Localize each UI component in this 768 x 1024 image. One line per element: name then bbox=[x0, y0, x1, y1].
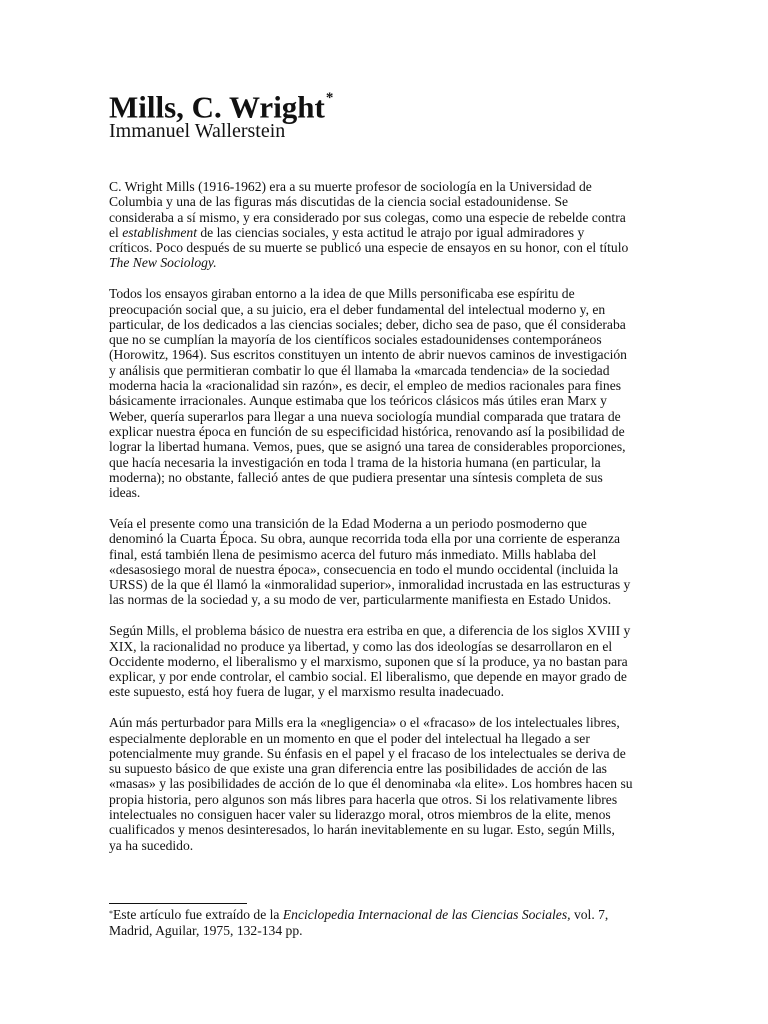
text-segment: especialmente deplorable en un momento en que el poder del intelectual ha llegado a ser bbox=[109, 730, 590, 746]
text-line bbox=[109, 807, 671, 822]
paragraph bbox=[109, 715, 671, 853]
text-segment: intelectuales no consiguen hacer valer su liderazgo moral, otros miembros de la elite, menos bbox=[109, 806, 611, 822]
text-segment: «masas» y las posibilidades de acción de lo que él denominaba «la elite». Los hombres hacen su bbox=[109, 776, 633, 792]
paragraph bbox=[109, 516, 671, 608]
text-line bbox=[109, 516, 671, 531]
text-segment: final, está también llena de pesimismo acerca del futuro más inmediato. Mills hablaba del bbox=[109, 546, 597, 562]
text-segment: moderna hacia la «racionalidad sin razón», es decir, el empleo de medios racionales para fines bbox=[109, 378, 622, 394]
text-segment: el bbox=[109, 224, 123, 240]
italic-text: establishment bbox=[122, 224, 197, 240]
text-segment: denominó la Cuarta Época. Su obra, aunque recorrida toda ella por una corriente de esperanza bbox=[109, 531, 621, 547]
text-line bbox=[109, 302, 671, 317]
text-segment: Madrid, Aguilar, 1975, 132-134 pp. bbox=[109, 923, 303, 938]
text-line bbox=[109, 822, 671, 837]
text-line bbox=[109, 907, 661, 923]
article-title-text: Mills, C. Wright bbox=[109, 89, 325, 125]
text-line bbox=[109, 255, 671, 270]
text-segment: ideas. bbox=[109, 485, 141, 501]
title-footnote-mark: * bbox=[325, 90, 334, 106]
text-line bbox=[109, 531, 671, 546]
text-line bbox=[109, 923, 661, 939]
footnote-separator bbox=[109, 903, 247, 904]
text-line bbox=[109, 409, 671, 424]
text-segment: «desasosiego moral de nuestra época», consecuencia en todo el mundo occidental (incluida la bbox=[109, 561, 619, 577]
text-line bbox=[109, 240, 671, 255]
text-line bbox=[109, 317, 671, 332]
text-segment: Occidente moderno, el liberalismo y el marxismo, suponen que sí la produce, ya no bastan para bbox=[109, 653, 628, 669]
text-line bbox=[109, 393, 671, 408]
italic-text: Enciclopedia Internacional de las Ciencias Sociales, bbox=[282, 907, 571, 922]
text-segment: que no se cumplían la mayoría de los científicos sociales estadounidenses contemporáneos bbox=[109, 332, 602, 348]
article-author: Immanuel Wallerstein bbox=[109, 120, 286, 142]
text-line bbox=[109, 776, 671, 791]
text-line bbox=[109, 639, 671, 654]
text-line bbox=[109, 378, 671, 393]
text-segment: Columbia y una de las figuras más discutidas de la ciencia social estadounidense. Se bbox=[109, 194, 569, 210]
text-segment: ya ha sucedido. bbox=[109, 837, 194, 853]
text-line bbox=[109, 485, 671, 500]
paragraph bbox=[109, 179, 671, 271]
article-body bbox=[109, 179, 671, 868]
text-segment: potencialmente muy grande. Su énfasis en el papel y el fracaso de los intelectuales se deriva de bbox=[109, 745, 626, 761]
text-line bbox=[109, 210, 671, 225]
text-line bbox=[109, 623, 671, 638]
text-line bbox=[109, 562, 671, 577]
text-segment: Todos los ensayos giraban entorno a la idea de que Mills personificaba ese espíritu de bbox=[109, 286, 575, 302]
text-segment: vol. 7, bbox=[570, 907, 609, 922]
italic-text: The New Sociology. bbox=[109, 255, 217, 271]
text-segment: básicamente irracionales. Aunque estimaba que los teóricos clásicos más útiles eran Marx y bbox=[109, 393, 607, 409]
text-line bbox=[109, 455, 671, 470]
text-line bbox=[109, 838, 671, 853]
text-line bbox=[109, 577, 671, 592]
text-line bbox=[109, 439, 671, 454]
text-line bbox=[109, 792, 671, 807]
text-segment: lograr la libertad humana. Vemos, pues, que se asignó una tarea de considerables proporciones, bbox=[109, 439, 626, 455]
text-segment: moderna); no obstante, falleció antes de que pudiera presentar una síntesis completa de sus bbox=[109, 469, 603, 485]
text-line bbox=[109, 547, 671, 562]
text-line bbox=[109, 715, 671, 730]
text-line bbox=[109, 592, 671, 607]
text-line bbox=[109, 746, 671, 761]
text-line bbox=[109, 347, 671, 362]
text-segment: XIX, la racionalidad no produce ya libertad, y como las dos ideologías se desarrollaron en el bbox=[109, 638, 613, 654]
text-segment: de las ciencias sociales, y esta actitud le atrajo por igual admiradores y bbox=[196, 224, 585, 240]
text-segment: cualificados y menos desinteresados, lo harán inevitablemente en su lugar. Esto, según Mills, bbox=[109, 822, 615, 838]
text-segment: Este artículo fue extraído de la bbox=[113, 907, 283, 922]
text-segment: particular, de los dedicados a las ciencias sociales; deber, dicho sea de paso, que él consideraba bbox=[109, 316, 626, 332]
text-segment: Weber, quería superarlos para llegar a una nueva sociología mundial comparada que tratara de bbox=[109, 408, 621, 424]
text-line bbox=[109, 225, 671, 240]
text-segment: Veía el presente como una transición de la Edad Moderna a un periodo posmoderno que bbox=[109, 515, 587, 531]
text-line bbox=[109, 332, 671, 347]
text-segment: y análisis que permitieran combatir lo que él llamaba la «marcada tendencia» de la sociedad bbox=[109, 362, 610, 378]
text-segment: las normas de la sociedad y, a su modo de ver, particularmente manifiesta en Estado Unidos. bbox=[109, 592, 612, 608]
text-segment: Según Mills, el problema básico de nuestra era estriba en que, a diferencia de los siglos XVIII y bbox=[109, 623, 631, 639]
text-line bbox=[109, 424, 671, 439]
text-segment: (Horowitz, 1964). Sus escritos constituyen un intento de abrir nuevos caminos de investigación bbox=[109, 347, 627, 363]
text-segment: preocupación social que, a su juicio, era el deber fundamental del intelectual moderno y, en bbox=[109, 301, 606, 317]
text-line bbox=[109, 654, 671, 669]
text-line bbox=[109, 669, 671, 684]
footnote bbox=[109, 907, 661, 939]
text-line bbox=[109, 761, 671, 776]
text-line bbox=[109, 179, 671, 194]
footnote-mark: * bbox=[109, 909, 113, 918]
text-line bbox=[109, 731, 671, 746]
text-line bbox=[109, 194, 671, 209]
text-line bbox=[109, 470, 671, 485]
text-segment: explicar nuestra época en función de su especificidad histórica, renovando así la posibilidad de bbox=[109, 423, 625, 439]
text-line bbox=[109, 684, 671, 699]
text-line bbox=[109, 286, 671, 301]
text-segment: su supuesto básico de que existe una gran diferencia entre las posibilidades de acción de las bbox=[109, 761, 607, 777]
paragraph bbox=[109, 286, 671, 500]
text-segment: este supuesto, está hoy fuera de lugar, y el marxismo resulta inadecuado. bbox=[109, 684, 505, 700]
text-segment: explicar, y por ende controlar, el cambio social. El liberalismo, que depende en mayor grado de bbox=[109, 669, 627, 685]
paragraph bbox=[109, 623, 671, 699]
text-segment: propia historia, pero algunos son más libres para hacerla que otros. Si los relativamente libres bbox=[109, 791, 618, 807]
text-segment: Aún más perturbador para Mills era la «negligencia» o el «fracaso» de los intelectuales libres, bbox=[109, 715, 620, 731]
text-segment: C. Wright Mills (1916-1962) era a su muerte profesor de sociología en la Universidad de bbox=[109, 179, 592, 194]
text-segment: que hacía necesaria la investigación en toda l trama de la historia humana (en particular, la bbox=[109, 454, 601, 470]
text-segment: URSS) de la que él llamó la «inmoralidad superior», inmoralidad incrustada en las estructuras y bbox=[109, 577, 631, 593]
text-line bbox=[109, 363, 671, 378]
text-segment: críticos. Poco después de su muerte se publicó una especie de ensayos en su honor, con el título bbox=[109, 240, 629, 256]
text-segment: consideraba a sí mismo, y era considerado por sus colegas, como una especie de rebelde contra bbox=[109, 209, 626, 225]
